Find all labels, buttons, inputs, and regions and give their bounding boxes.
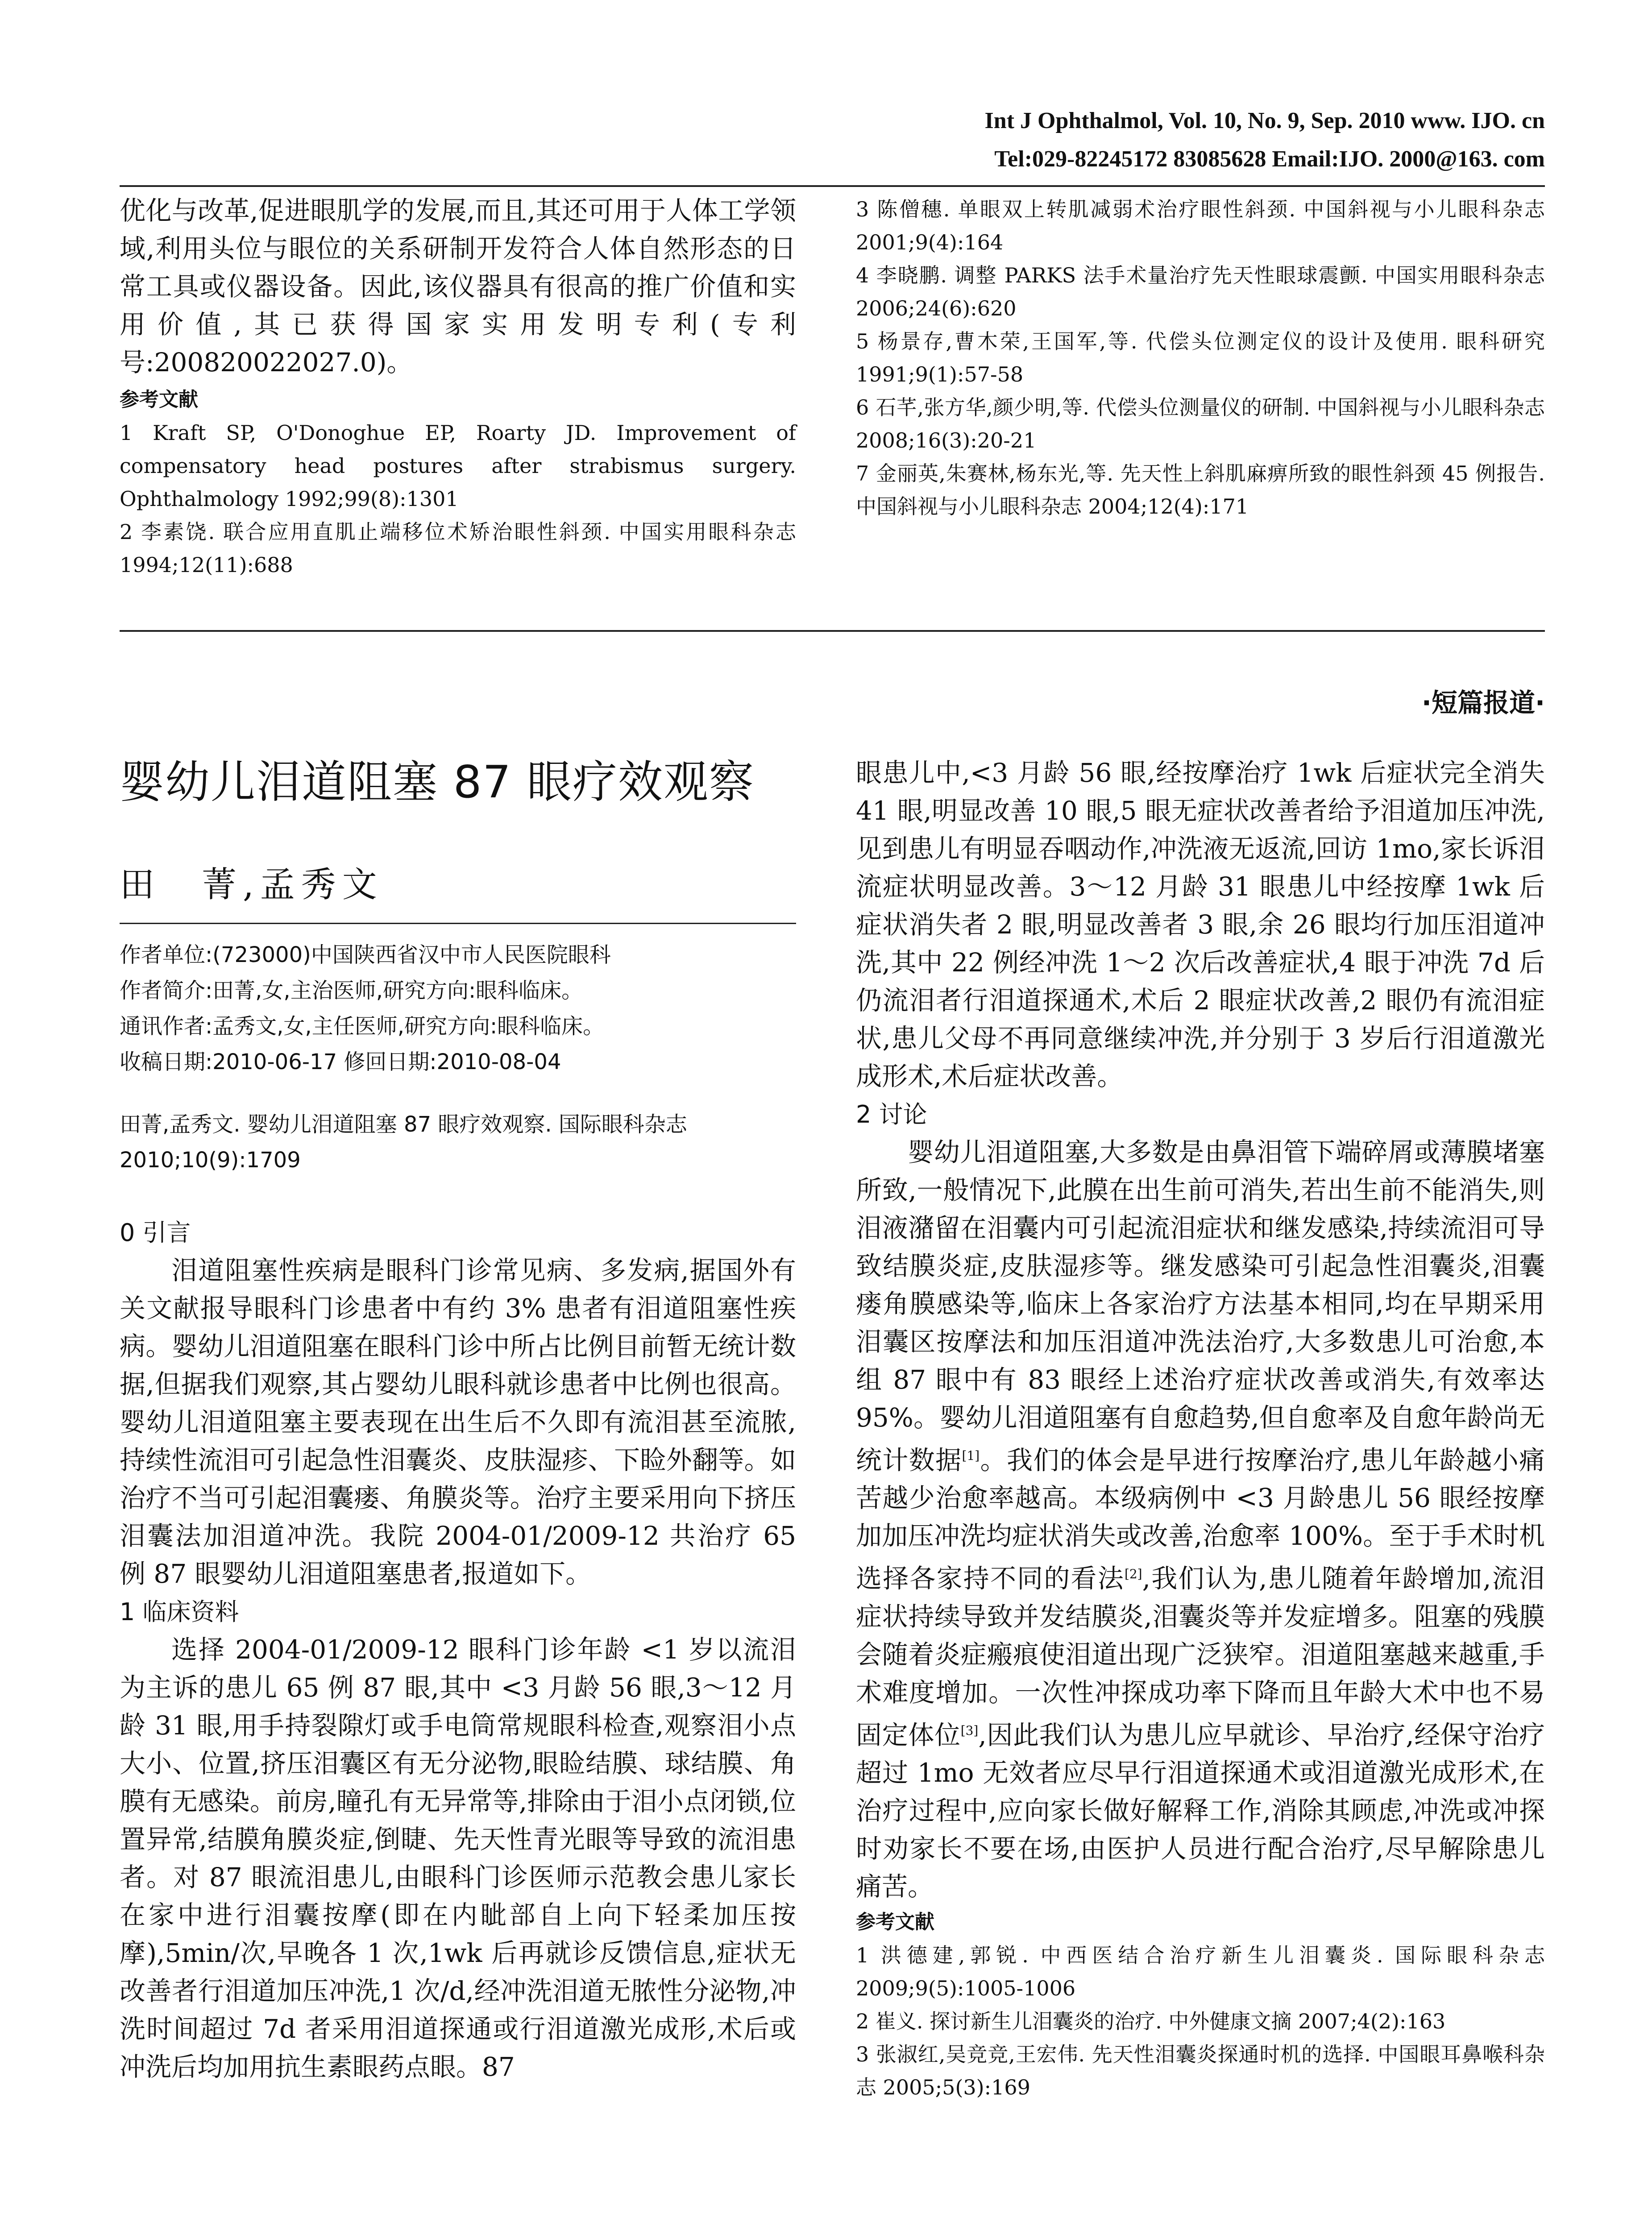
article-title: 婴幼儿泪道阻塞 87 眼疗效观察 xyxy=(120,756,755,808)
corresponding-author: 通讯作者:孟秀文,女,主任医师,研究方向:眼科临床。 xyxy=(120,1014,605,1039)
prev-ref-6: 6 石芊,张方华,颜少明,等. 代偿头位测量仪的研制. 中国斜视与小儿眼科杂志 2008;16(3):20-21 xyxy=(856,395,1545,452)
prev-ref-5: 5 杨景存,曹木荣,王国军,等. 代偿头位测定仪的设计及使用. 眼科研究 1991;9(1):57-58 xyxy=(856,329,1545,386)
prev-ref-2: 2 李素饶. 联合应用直肌止端移位术矫治眼性斜颈. 中国实用眼科杂志 1994;12(11):688 xyxy=(120,520,796,577)
section-2-title: 2 讨论 xyxy=(856,1100,927,1128)
section-1-continued: 眼患儿中,<3 月龄 56 眼,经按摩治疗 1wk 后症状完全消失 41 眼,明显改善 10 眼,5 眼无症状改善者给予泪道加压冲洗,见到患儿有明显吞咽动作,冲洗液无返流,回访 1mo,家长诉泪流症状明显改善。3～12 月龄 31 眼患儿中经按摩 1wk 后症状消失者 2 眼,明显改善者 3 眼,余 26 眼均行加压泪道冲洗,其中 22 例经冲洗 1～2 次后改善症状,4 眼于冲洗 7d 后仍流泪者行泪道探通术,术后 2 眼症状改善,2 眼仍有流泪症状,患儿父母不再同意继续冲洗,并分别于 3 岁后行泪道激光成形术,术后症状改善。 xyxy=(856,758,1545,1091)
received-dates: 收稿日期:2010-06-17 修回日期:2010-08-04 xyxy=(120,1049,561,1074)
prev-ref-3: 3 陈僧穗. 单眼双上转肌减弱术治疗眼性斜颈. 中国斜视与小儿眼科杂志 2001;9(4):164 xyxy=(856,197,1545,254)
prev-article-right-column xyxy=(856,193,1545,523)
section-2-text-b: 。我们的体会是早进行按摩治疗,患儿年龄越小痛苦越少治愈率越高。本级病例中 <3 月龄患儿 56 眼经按摩加加压冲洗均症状消失或改善,治愈率 100%。至于手术时机选择各家持不同的看法 xyxy=(856,1445,1545,1594)
author-affiliation: 作者单位:(723000)中国陕西省汉中市人民医院眼科 xyxy=(120,942,611,967)
section-tag: ·短篇报道· xyxy=(1421,688,1545,718)
refs-heading: 参考文献 xyxy=(856,1910,934,1933)
ref-2: 2 崔义. 探讨新生儿泪囊炎的治疗. 中外健康文摘 2007;4(2):163 xyxy=(856,2009,1446,2033)
section-0-text: 泪道阻塞性疾病是眼科门诊常见病、多发病,据国外有关文献报导眼科门诊患者中有约 3% 患者有泪道阻塞性疾病。婴幼儿泪道阻塞在眼科门诊中所占比例目前暂无统计数据,但据我们观察,其占婴幼儿眼科就诊患者中比例也很高。婴幼儿泪道阻塞主要表现在出生后不久即有流泪甚至流脓,持续性流泪可引起急性泪囊炎、皮肤湿疹、下睑外翻等。如治疗不当可引起泪囊瘘、角膜炎等。治疗主要采用向下挤压泪囊法加泪道冲洗。我院 2004-01/2009-12 共治疗 65 例 87 眼婴幼儿泪道阻塞患者,报道如下。 xyxy=(120,1255,796,1589)
citation-marker-2: [2] xyxy=(1124,1567,1142,1582)
citation: 田菁,孟秀文. 婴幼儿泪道阻塞 87 眼疗效观察. 国际眼科杂志 2010;10(9):1709 xyxy=(120,1112,687,1173)
prev-article-left-column xyxy=(120,192,796,581)
article-divider xyxy=(120,630,1545,632)
authors-rule xyxy=(120,923,796,924)
author-info xyxy=(120,937,796,1080)
article-right-column xyxy=(856,754,1545,2104)
article-left-column xyxy=(120,1214,796,2086)
journal-header-line1: Int J Ophthalmol, Vol. 10, No. 9, Sep. 2010 www. IJO. cn xyxy=(984,108,1545,133)
prev-refs-heading: 参考文献 xyxy=(120,388,198,411)
ref-3: 3 张淑红,吴竞竞,王宏伟. 先天性泪囊炎探通时机的选择. 中国眼耳鼻喉科杂志 2005;5(3):169 xyxy=(856,2042,1545,2099)
section-0-title: 0 引言 xyxy=(120,1219,191,1247)
journal-header xyxy=(985,102,1545,178)
prev-ref-1: 1 Kraft SP, O'Donoghue EP, Roarty JD. Improvement of compensatory head postures after strabismus surgery. Ophthalmology 1992;99(8):1301 xyxy=(120,421,796,511)
citation-marker-3: [3] xyxy=(960,1723,979,1738)
citation-marker-1: [1] xyxy=(962,1448,980,1463)
article-authors: 田 菁,孟秀文 xyxy=(120,865,383,905)
section-2-text xyxy=(856,1133,1545,1906)
prev-article-text: 优化与改革,促进眼肌学的发展,而且,其还可用于人体工学领域,利用头位与眼位的关系研制开发符合人体自然形态的日常工具或仪器设备。因此,该仪器具有很高的推广价值和实用价值,其已获得国家实用发明专利(专利号:200820022027.0)。 xyxy=(120,195,796,377)
header-rule xyxy=(120,185,1545,187)
ref-1: 1 洪德建,郭锐. 中西医结合治疗新生儿泪囊炎. 国际眼科杂志 2009;9(5):1005-1006 xyxy=(856,1943,1545,2000)
prev-ref-4: 4 李晓鹏. 调整 PARKS 法手术量治疗先天性眼球震颤. 中国实用眼科杂志 2006;24(6):620 xyxy=(856,263,1545,320)
section-2-text-c: ,我们认为,患儿随着年龄增加,流泪症状持续导致并发结膜炎,泪囊炎等并发症增多。阻塞的残膜会随着炎症瘢痕使泪道出现广泛狭窄。泪道阻塞越来越重,手术难度增加。一次性冲探成功率下降而且年龄大术中也不易固定体位 xyxy=(856,1563,1545,1750)
section-1-text: 选择 2004-01/2009-12 眼科门诊年龄 <1 岁以流泪为主诉的患儿 65 例 87 眼,其中 <3 月龄 56 眼,3～12 月龄 31 眼,用手持裂隙灯或手电筒常规眼科检查,观察泪小点大小、位置,挤压泪囊区有无分泌物,眼睑结膜、球结膜、角膜有无感染。前房,瞳孔有无异常等,排除由于泪小点闭锁,位置异常,结膜角膜炎症,倒睫、先天性青光眼等导致的流泪患者。对 87 眼流泪患儿,由眼科门诊医师示范教会患儿家长在家中进行泪囊按摩(即在内眦部自上向下轻柔加压按摩),5min/次,早晚各 1 次,1wk 后再就诊反馈信息,症状无改善者行泪道加压冲洗,1 次/d,经冲洗泪道无脓性分泌物,冲洗时间超过 7d 者采用泪道探通或行泪道激光成形,术后或冲洗后均加用抗生素眼药点眼。87 xyxy=(120,1634,796,2082)
author-bio: 作者简介:田菁,女,主治医师,研究方向:眼科临床。 xyxy=(120,978,583,1003)
prev-ref-7: 7 金丽英,朱赛林,杨东光,等. 先天性上斜肌麻痹所致的眼性斜颈 45 例报告. 中国斜视与小儿眼科杂志 2004;12(4):171 xyxy=(856,461,1545,518)
journal-header-line2: Tel:029-82245172 83085628 Email:IJO. 2000@163. com xyxy=(994,146,1545,172)
section-1-title: 1 临床资料 xyxy=(120,1598,239,1626)
section-2-text-d: ,因此我们认为患儿应早就诊、早治疗,经保守治疗超过 1mo 无效者应尽早行泪道探通术或泪道激光成形术,在治疗过程中,应向家长做好解释工作,消除其顾虑,冲洗或冲探时劝家长不要在场,由医护人员进行配合治疗,尽早解除患儿痛苦。 xyxy=(856,1719,1545,1902)
section-2-text-a: 婴幼儿泪道阻塞,大多数是由鼻泪管下端碎屑或薄膜堵塞所致,一般情况下,此膜在出生前可消失,若出生前不能消失,则泪液潴留在泪囊内可引起流泪症状和继发感染,持续流泪可导致结膜炎症,皮肤湿疹等。继发感染可引起急性泪囊炎,泪囊瘘角膜感染等,临床上各家治疗方法基本相同,均在早期采用泪囊区按摩法和加压泪道冲洗法治疗,大多数患儿可治愈,本组 87 眼中有 83 眼经上述治疗症状改善或消失,有效率达 95%。婴幼儿泪道阻塞有自愈趋势,但自愈率及自愈年龄尚无统计数据 xyxy=(856,1137,1545,1476)
